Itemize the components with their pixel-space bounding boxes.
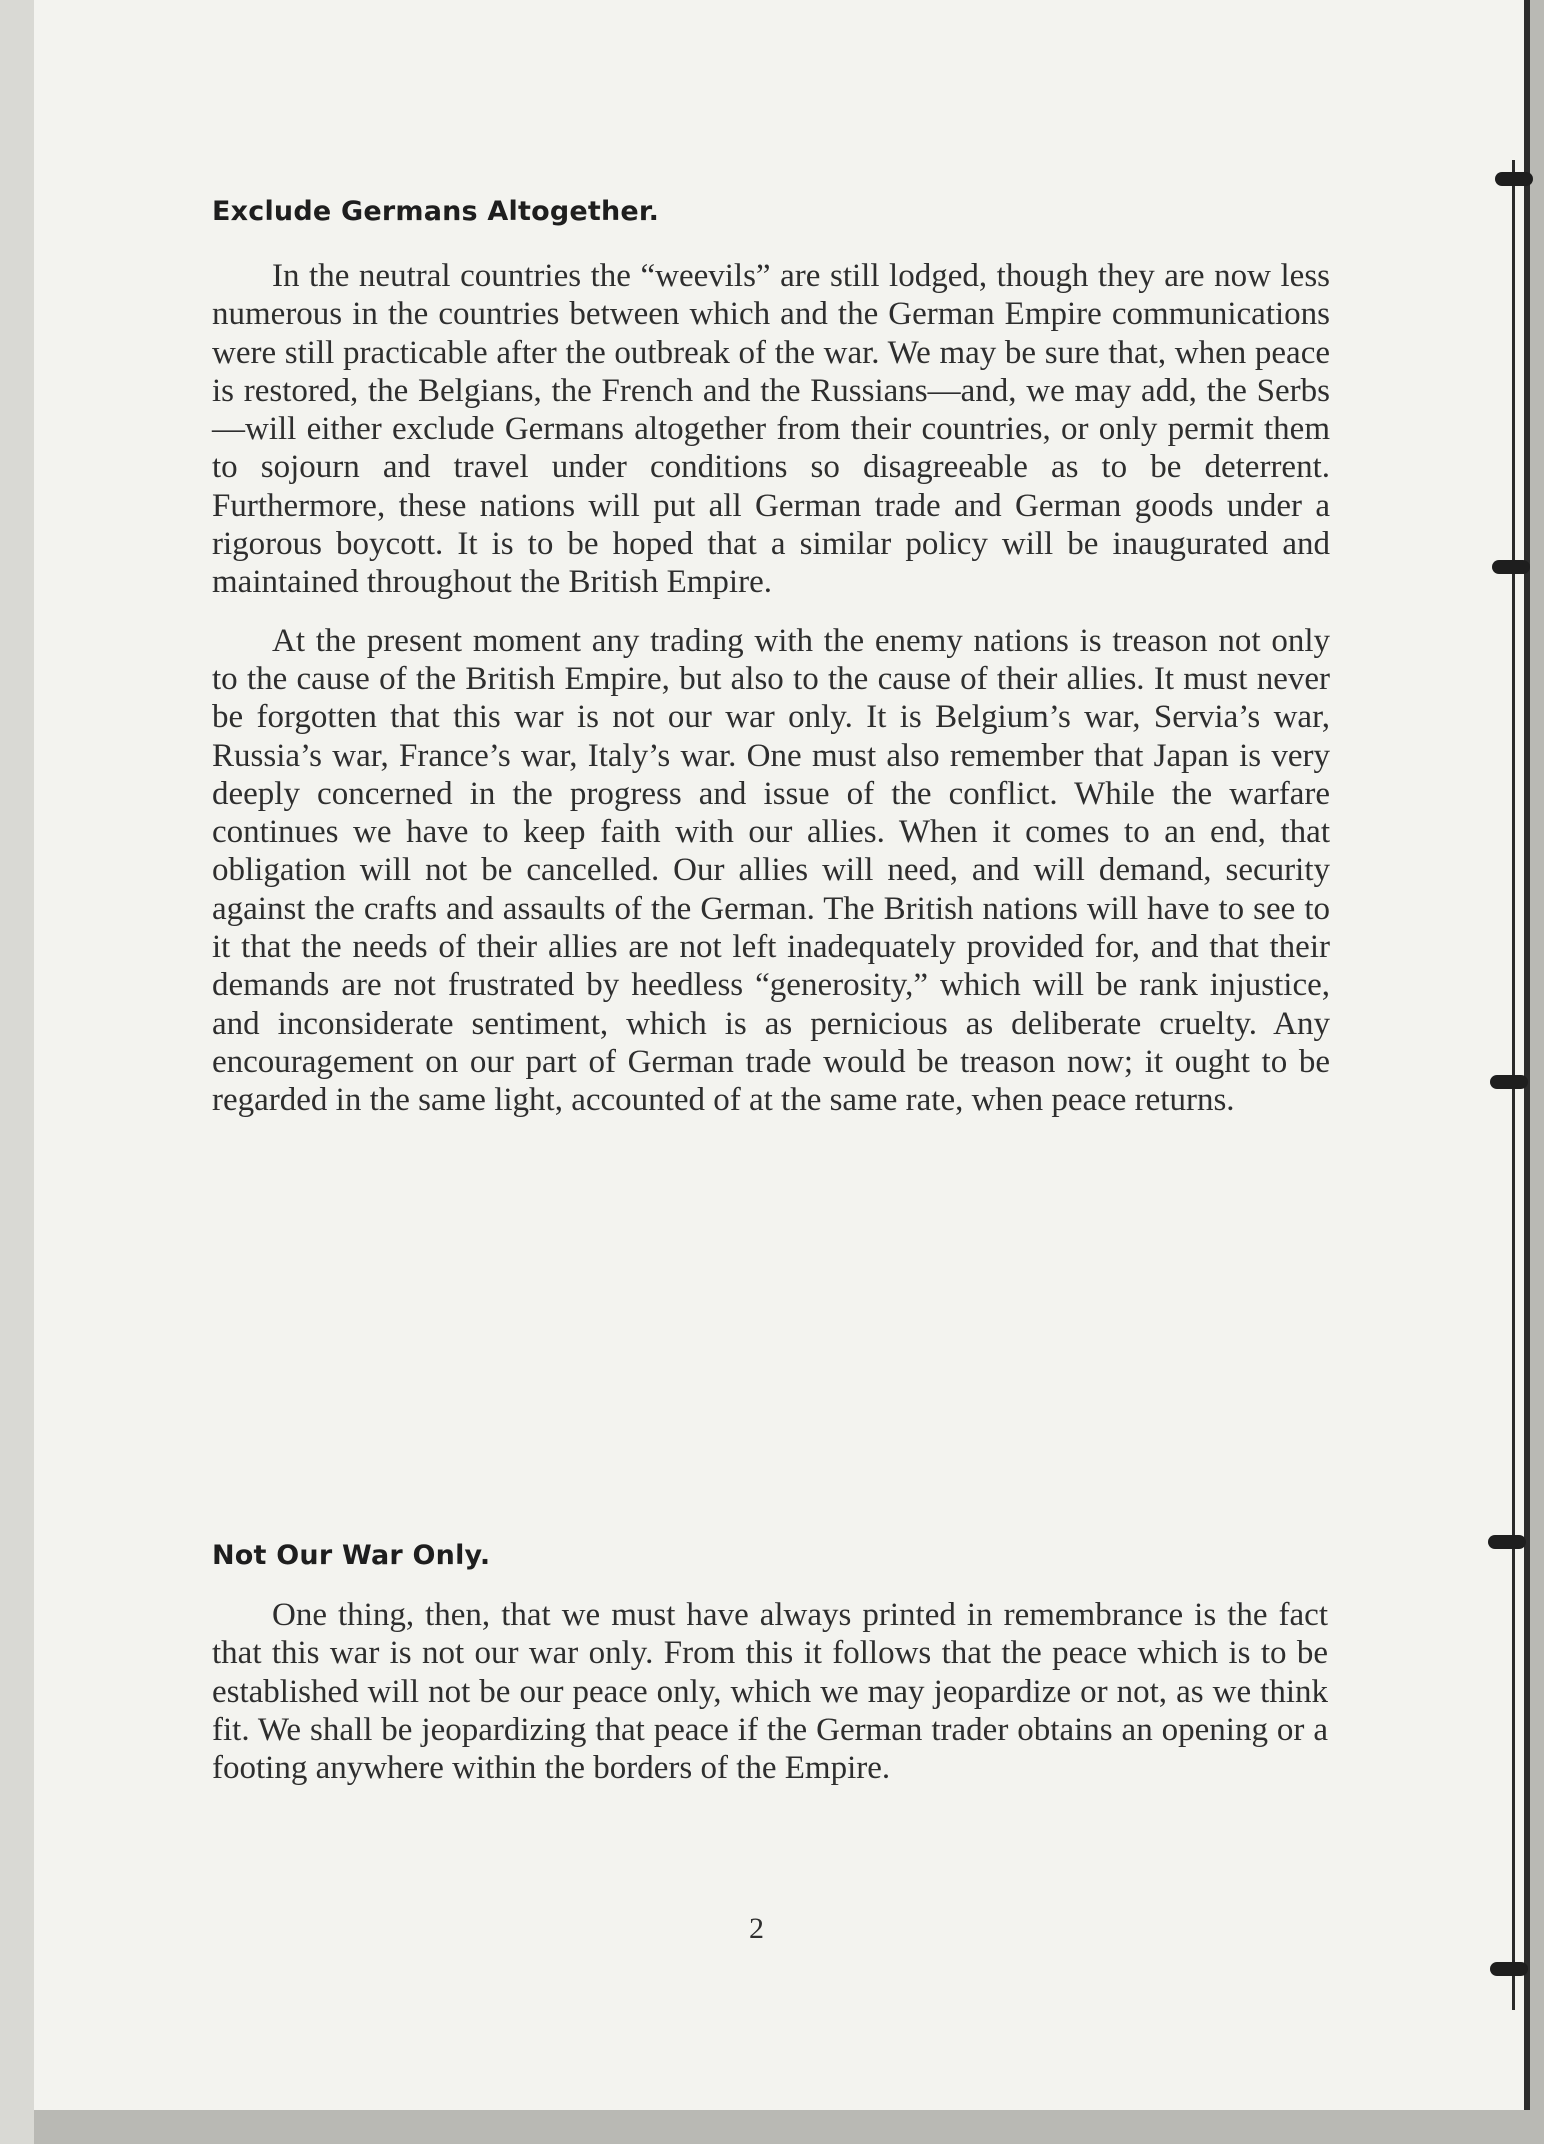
binding-knot — [1488, 1535, 1526, 1549]
page-number: 2 — [749, 1912, 764, 1945]
binding-knot — [1490, 1962, 1528, 1976]
paragraph-peace-jeopardized: One thing, then, that we must have always printed in remembrance is the fact that this war is not our war only. From this it follows that the peace which is to be established will not be our peace only, which we may jeopardize or not, as we think fit. We shall be jeopardizing that peace if the German trader obtains an opening or a footing anywhere within the borders of the Empire. — [212, 1597, 1328, 1787]
page-content — [212, 196, 1330, 1787]
paragraph-neutral-countries: In the neutral countries the “weevils” are still lodged, though they are now less numerous in the countries between which and the German Empire communications were still practicable after the outbreak of the war. We may be sure that, when peace is restored, the Belgians, the French and the Russians—and, we may add, the Serbs—will either exclude Germans altogether from their countries, or only permit them to sojourn and travel under conditions so disagreeable as to be deterrent. Furthermore, these nations will put all German trade and German goods under a rigorous boycott. It is to be hoped that a similar policy will be inaugurated and maintained throughout the British Empire. — [212, 258, 1330, 601]
binding-knot — [1490, 1075, 1528, 1089]
section-heading-exclude-germans: Exclude Germans Altogether. — [212, 196, 660, 227]
page-edge-shadow — [0, 0, 34, 2144]
section-heading-not-our-war: Not Our War Only. — [212, 1540, 491, 1571]
book-page — [34, 0, 1530, 2110]
binding-knot — [1492, 560, 1530, 574]
binding-knot — [1495, 172, 1533, 186]
paragraph-trading-with-enemy: At the present moment any trading with the enemy nations is treason not only to the cause of the British Empire, but also to the cause of their allies. It must never be forgotten that this war is not our war only. It is Belgium’s war, Servia’s war, Russia’s war, France’s war, Italy’s war. One must also remember that Japan is very deeply concerned in the progress and issue of the conflict. While the warfare continues we have to keep faith with our allies. When it comes to an end, that obligation will not be cancelled. Our allies will need, and will demand, security against the crafts and assaults of the German. The British nations will have to see to it that the needs of their allies are not left inadequately provided for, and that their demands are not frustrated by heedless “generosity,” which will be rank injustice, and inconsiderate sentiment, which is as pernicious as deliberate cruelty. Any encouragement on our part of German trade would be treason now; it ought to be regarded in the same light, accounted of at the same rate, when peace returns. — [212, 622, 1330, 1119]
